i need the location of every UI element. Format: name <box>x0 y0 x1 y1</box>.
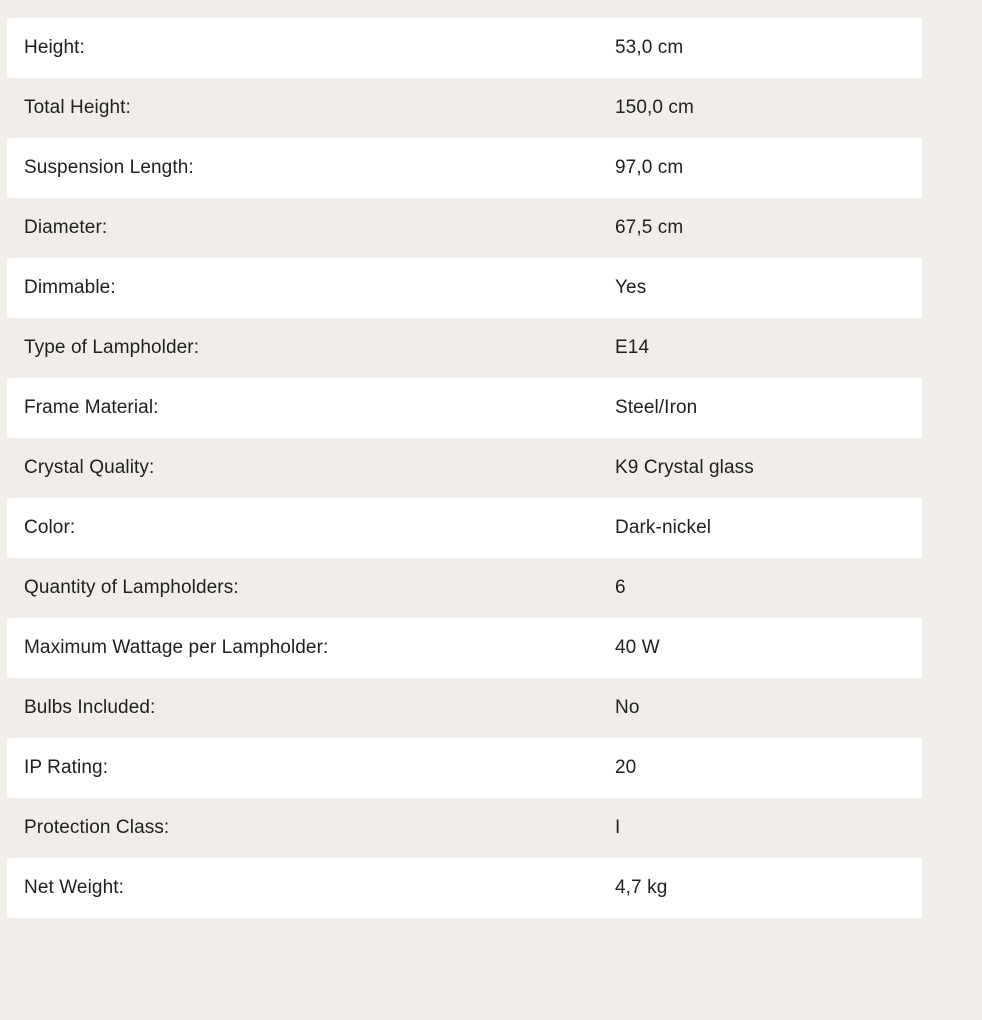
spec-value: K9 Crystal glass <box>615 457 754 478</box>
spec-value: Dark-nickel <box>615 517 712 538</box>
spec-row-max-wattage <box>7 618 922 678</box>
spec-row-total-height <box>7 78 922 138</box>
spec-row-lampholder-quantity <box>7 558 922 618</box>
spec-row-diameter <box>7 198 922 258</box>
spec-value: Yes <box>615 277 647 298</box>
spec-row-suspension-length <box>7 138 922 198</box>
spec-row-net-weight <box>7 858 922 918</box>
spec-value: 67,5 cm <box>615 217 684 238</box>
spec-value: 150,0 cm <box>615 97 694 118</box>
spec-label: Suspension Length: <box>24 157 194 178</box>
spec-value: 40 W <box>615 637 660 658</box>
spec-row-dimmable <box>7 258 922 318</box>
spec-label: Total Height: <box>24 97 131 118</box>
spec-row-height <box>7 18 922 78</box>
spec-value: 4,7 kg <box>615 877 668 898</box>
spec-row-ip-rating <box>7 738 922 798</box>
spec-label: Color: <box>24 517 76 538</box>
spec-label: Dimmable: <box>24 277 116 298</box>
spec-row-lampholder-type <box>7 318 922 378</box>
spec-value: No <box>615 697 640 718</box>
spec-label: Height: <box>24 37 85 58</box>
spec-row-protection-class <box>7 798 922 858</box>
spec-value: 97,0 cm <box>615 157 684 178</box>
spec-value: 20 <box>615 757 637 778</box>
spec-label: Bulbs Included: <box>24 697 156 718</box>
spec-label: Crystal Quality: <box>24 457 155 478</box>
spec-value: 6 <box>615 577 626 598</box>
spec-label: Maximum Wattage per Lampholder: <box>24 637 329 658</box>
spec-label: Quantity of Lampholders: <box>24 577 239 598</box>
spec-label: Type of Lampholder: <box>24 337 200 358</box>
spec-label: Net Weight: <box>24 877 125 898</box>
spec-value: E14 <box>615 337 650 358</box>
spec-label: Frame Material: <box>24 397 159 418</box>
spec-label: Diameter: <box>24 217 108 238</box>
specifications-table <box>7 18 922 918</box>
spec-value: Steel/Iron <box>615 397 698 418</box>
spec-value: 53,0 cm <box>615 37 684 58</box>
spec-row-crystal-quality <box>7 438 922 498</box>
spec-label: Protection Class: <box>24 817 170 838</box>
spec-value: I <box>615 817 621 838</box>
spec-row-bulbs-included <box>7 678 922 738</box>
spec-label: IP Rating: <box>24 757 109 778</box>
spec-row-frame-material <box>7 378 922 438</box>
spec-row-color <box>7 498 922 558</box>
